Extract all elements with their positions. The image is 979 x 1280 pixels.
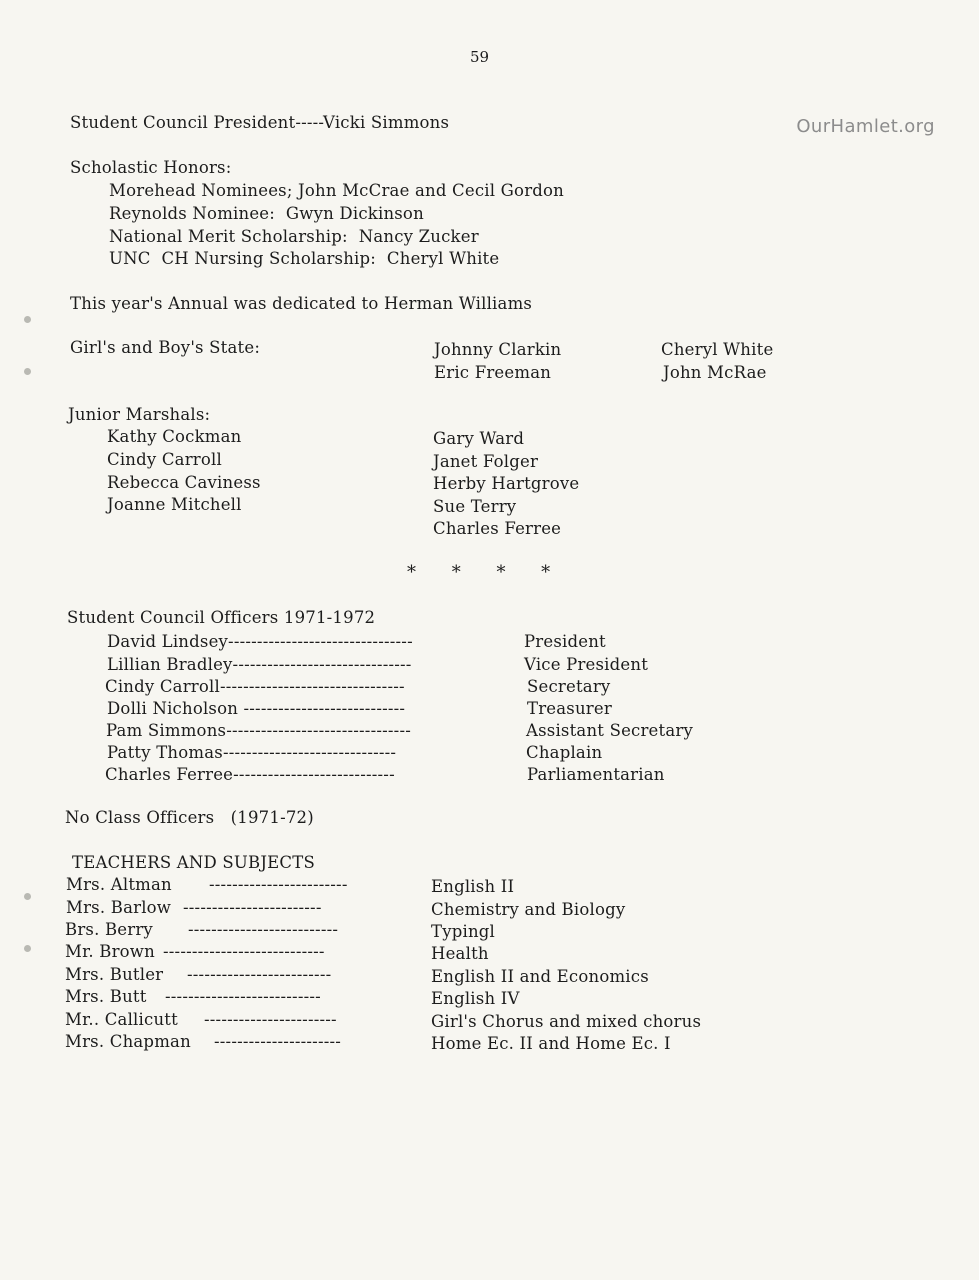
teacher-subject: Girl's Chorus and mixed chorus bbox=[431, 1012, 702, 1031]
teacher-dashes: ----------------------- bbox=[204, 1010, 337, 1029]
teacher-dashes: -------------------------- bbox=[188, 920, 339, 939]
no-class-officers: No Class Officers (1971-72) bbox=[65, 808, 314, 827]
marshal-name: Janet Folger bbox=[433, 452, 539, 471]
marshal-name: Rebecca Caviness bbox=[107, 473, 261, 492]
scholastic-line: UNC CH Nursing Scholarship: Cheryl White bbox=[109, 249, 500, 268]
watermark: OurHamlet.org bbox=[796, 116, 935, 137]
officer-role: Vice President bbox=[524, 655, 649, 674]
officer-role: Treasurer bbox=[527, 699, 612, 718]
teacher-name: Mrs. Butt bbox=[65, 987, 147, 1006]
junior-marshals-label: Junior Marshals: bbox=[68, 405, 211, 424]
state-name: John McRae bbox=[663, 363, 767, 382]
officer-role: Chaplain bbox=[526, 743, 603, 762]
officer-name: David Lindsey-------------------------------- bbox=[107, 632, 413, 651]
officer-role: Secretary bbox=[527, 677, 611, 696]
officer-name: Charles Ferree---------------------------- bbox=[105, 765, 395, 784]
officer-name: Cindy Carroll-------------------------------- bbox=[105, 677, 405, 696]
teacher-subject: Typingl bbox=[431, 922, 496, 941]
annual-dedication: This year's Annual was dedicated to Herman Williams bbox=[70, 294, 533, 313]
teacher-name: Mrs. Butler bbox=[65, 965, 164, 984]
scholastic-heading: Scholastic Honors: bbox=[70, 158, 232, 177]
student-council-president: Student Council President-----Vicki Simmons bbox=[70, 113, 450, 132]
teacher-subject: Home Ec. II and Home Ec. I bbox=[431, 1034, 671, 1053]
officers-heading: Student Council Officers 1971-1972 bbox=[67, 608, 376, 627]
marshal-name: Joanne Mitchell bbox=[107, 495, 242, 514]
teachers-heading: TEACHERS AND SUBJECTS bbox=[72, 853, 315, 872]
binder-hole bbox=[24, 893, 31, 900]
girls-boys-state-label: Girl's and Boy's State: bbox=[70, 338, 261, 357]
marshal-name: Gary Ward bbox=[433, 429, 525, 448]
teacher-subject: Health bbox=[431, 944, 489, 963]
state-name: Cheryl White bbox=[661, 340, 774, 359]
teacher-subject: Chemistry and Biology bbox=[431, 900, 626, 919]
teacher-name: Brs. Berry bbox=[65, 920, 153, 939]
teacher-name: Mrs. Chapman bbox=[65, 1032, 191, 1051]
marshal-name: Herby Hartgrove bbox=[433, 474, 580, 493]
officer-role: Assistant Secretary bbox=[526, 721, 694, 740]
binder-hole bbox=[24, 368, 31, 375]
page-number: 59 bbox=[470, 48, 490, 66]
separator-stars: * * * * bbox=[407, 562, 551, 583]
teacher-dashes: --------------------------- bbox=[165, 987, 321, 1006]
state-name: Johnny Clarkin bbox=[434, 340, 562, 359]
officer-name: Patty Thomas------------------------------ bbox=[107, 743, 397, 762]
teacher-dashes: ------------------------ bbox=[183, 898, 322, 917]
officer-role: President bbox=[524, 632, 606, 651]
teacher-name: Mrs. Altman bbox=[66, 875, 172, 894]
scholastic-line: Reynolds Nominee: Gwyn Dickinson bbox=[109, 204, 424, 223]
teacher-name: Mr.. Callicutt bbox=[65, 1010, 178, 1029]
teacher-subject: English IV bbox=[431, 989, 520, 1008]
officer-role: Parliamentarian bbox=[527, 765, 665, 784]
officer-name: Lillian Bradley------------------------------- bbox=[107, 655, 412, 674]
teacher-dashes: ------------------------ bbox=[209, 875, 348, 894]
teacher-name: Mrs. Barlow bbox=[66, 898, 172, 917]
teacher-dashes: ---------------------------- bbox=[163, 942, 325, 961]
binder-hole bbox=[24, 316, 31, 323]
state-name: Eric Freeman bbox=[434, 363, 552, 382]
teacher-dashes: ---------------------- bbox=[214, 1032, 342, 1051]
marshal-name: Charles Ferree bbox=[433, 519, 562, 538]
marshal-name: Sue Terry bbox=[433, 497, 517, 516]
binder-hole bbox=[24, 945, 31, 952]
teacher-subject: English II bbox=[431, 877, 515, 896]
scholastic-line: National Merit Scholarship: Nancy Zucker bbox=[109, 227, 479, 246]
teacher-dashes: ------------------------- bbox=[187, 965, 332, 984]
scholastic-line: Morehead Nominees; John McCrae and Cecil Gordon bbox=[109, 181, 565, 200]
marshal-name: Kathy Cockman bbox=[107, 427, 242, 446]
teacher-name: Mr. Brown bbox=[65, 942, 155, 961]
teacher-subject: English II and Economics bbox=[431, 967, 649, 986]
marshal-name: Cindy Carroll bbox=[107, 450, 222, 469]
officer-name: Dolli Nicholson ---------------------------- bbox=[107, 699, 406, 718]
officer-name: Pam Simmons-------------------------------- bbox=[106, 721, 411, 740]
